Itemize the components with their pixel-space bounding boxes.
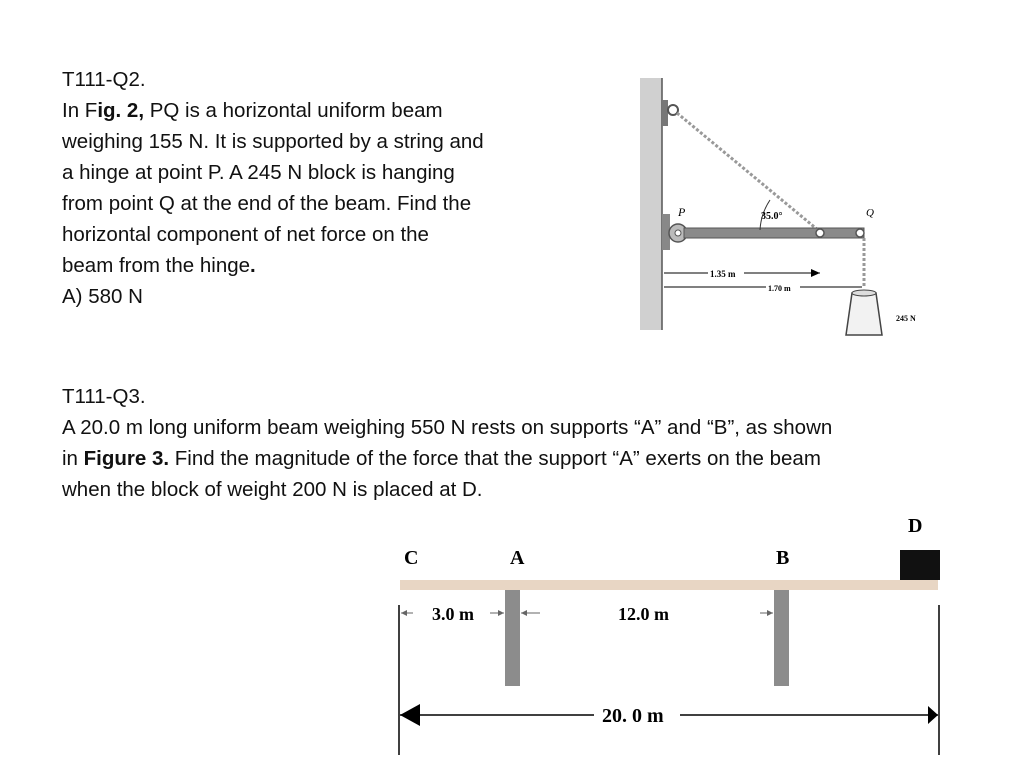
q2-line-3: a hinge at point P. A 245 N block is hanging <box>62 161 455 184</box>
q2-line-5: horizontal component of net force on the <box>62 223 429 246</box>
q2-line-6-period: . <box>250 254 256 277</box>
weight-label: 245 N <box>896 314 916 323</box>
label-c: C <box>404 547 419 569</box>
q3-line-2-post: Find the magnitude of the force that the support “A” exerts on the beam <box>169 447 821 470</box>
q2-answer: A) 580 N <box>62 285 143 308</box>
q3-line-2-pre: in <box>62 447 84 470</box>
q3-fig-ref: Figure 3. <box>83 447 170 470</box>
dim-ca-label: 3.0 m <box>432 604 474 624</box>
q2-line-4: from point Q at the end of the beam. Find the <box>62 192 472 215</box>
q2-line-1-pre: In F <box>62 99 98 122</box>
support-b <box>774 590 789 686</box>
dim-1-label: 1.35 m <box>710 269 736 279</box>
dim-2-label: 1.70 m <box>768 284 791 293</box>
dim-total-label: 20. 0 m <box>602 705 664 727</box>
q2-line-6-pre: beam from the hinge <box>62 254 251 277</box>
beam <box>400 580 938 590</box>
dim-ab-label: 12.0 m <box>618 604 669 624</box>
q2-line-2: weighing 155 N. It is supported by a string and <box>62 130 484 153</box>
q2-id: T111-Q2. <box>62 68 146 91</box>
block-d <box>900 550 940 580</box>
q3-id: T111-Q3. <box>62 385 146 408</box>
q2-line-1-post: PQ is a horizontal uniform beam <box>144 99 443 122</box>
label-a: A <box>510 547 525 569</box>
label-p: P <box>678 205 686 219</box>
label-b: B <box>776 547 790 569</box>
angle-label: 35.0° <box>761 211 783 222</box>
label-d: D <box>908 515 923 537</box>
q3-line-3: when the block of weight 200 N is placed at D. <box>62 478 483 501</box>
q2-fig-ref: ig. 2, <box>97 99 145 122</box>
label-q: Q <box>866 207 874 219</box>
total-right-arrow <box>928 706 938 724</box>
q3-line-1: A 20.0 m long uniform beam weighing 550 N rests on supports “A” and “B”, as shown <box>62 416 833 439</box>
support-a <box>505 590 520 686</box>
total-left-arrow <box>400 704 420 726</box>
